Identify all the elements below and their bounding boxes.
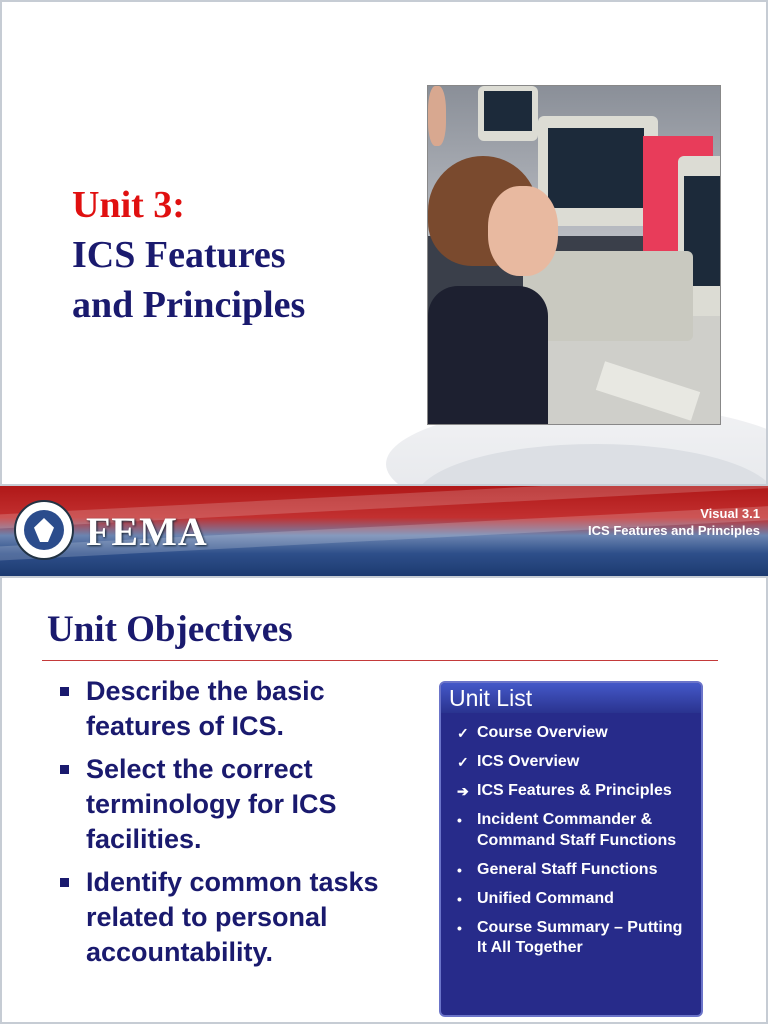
bullet-dot-icon: • — [457, 919, 462, 936]
unit-list-item: • Incident Commander & Command Staff Functions — [457, 811, 677, 849]
heading-divider — [42, 660, 718, 661]
unit-list-item: • Course Summary – Putting It All Together — [457, 918, 683, 956]
objectives-slide — [0, 576, 768, 1024]
dhs-seal-icon — [14, 500, 74, 560]
unit-title-line2: and Principles — [72, 284, 306, 326]
photo-person-body — [428, 286, 548, 425]
unit-list-item: ✓ ICS Overview — [441, 752, 701, 773]
photo-monitor — [538, 116, 658, 226]
unit-list-item: • General Staff Functions — [441, 860, 701, 881]
fema-banner — [0, 486, 768, 576]
unit-list-panel — [439, 681, 703, 1017]
photo-person-background — [428, 86, 446, 146]
objectives-list — [60, 674, 420, 978]
objective-item: Select the correct terminology for ICS facilities. — [60, 752, 420, 857]
dispatcher-photo — [427, 85, 721, 425]
photo-monitor — [478, 86, 538, 141]
photo-radio-console — [523, 251, 693, 341]
title-slide — [0, 0, 768, 486]
visual-number: Visual 3.1 — [700, 506, 760, 521]
unit-title-block — [72, 180, 305, 330]
fema-logo-text: FEMA — [86, 509, 208, 554]
bullet-dot-icon: • — [457, 861, 462, 878]
check-icon: ✓ — [457, 725, 469, 741]
arrow-right-icon: ➔ — [457, 783, 469, 799]
objective-item: Describe the basic features of ICS. — [60, 674, 420, 744]
check-icon: ✓ — [457, 754, 469, 770]
bullet-dot-icon: • — [457, 812, 462, 828]
objectives-heading: Unit Objectives — [47, 609, 293, 650]
visual-title: ICS Features and Principles — [588, 523, 760, 538]
unit-list-items — [441, 713, 701, 959]
objective-item: Identify common tasks related to personal accountability. — [60, 865, 420, 970]
unit-list-item-current: ➔ ICS Features & Principles — [441, 781, 701, 802]
unit-list-title: Unit List — [441, 683, 701, 713]
unit-list-item: • Unified Command — [441, 889, 701, 910]
unit-title-line1: ICS Features — [72, 234, 286, 276]
bullet-square-icon — [60, 687, 69, 696]
photo-person-face — [488, 186, 558, 276]
bullet-dot-icon: • — [457, 890, 462, 907]
bullet-square-icon — [60, 878, 69, 887]
unit-number: Unit 3: — [72, 184, 185, 226]
bullet-square-icon — [60, 765, 69, 774]
unit-list-item: ✓ Course Overview — [441, 723, 701, 744]
